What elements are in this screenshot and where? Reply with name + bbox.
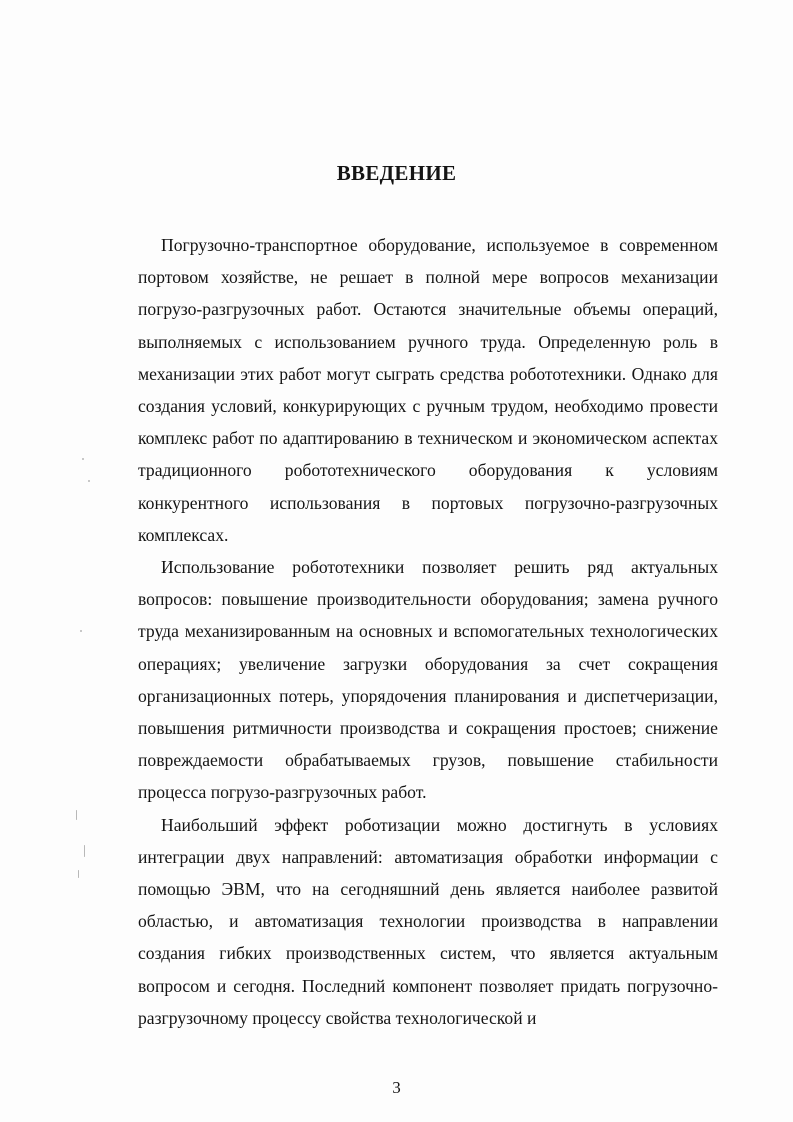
scan-speck <box>80 630 82 632</box>
scan-speck <box>82 458 84 460</box>
paragraph-1: Погрузочно-транспортное оборудование, используемое в современном портовом хозяйстве, не решает в полной мере вопросов механизации погрузо-разгрузочных работ. Остаются значительные объемы операций, выполняемых с использованием ручного труда. Определенную роль в механизации этих работ могут сыграть средства робототехники. Однако для создания условий, конкурирующих с ручным трудом, необходимо провести комплекс работ по адаптированию в техническом и экономическом аспектах традиционного робототехнического оборудования к условиям конкурентного использования в портовых погрузочно-разгрузочных комплексах. <box>138 235 718 545</box>
paragraph-2: Использование робототехники позволяет решить ряд актуальных вопросов: повышение производительности оборудования; замена ручного труда механизированным на основных и вспомогательных технологических операциях; увеличение загрузки оборудования за счет сокращения организационных потерь, упорядочения планирования и диспетчеризации, повышения ритмичности производства и сокращения простоев; снижение повреждаемости обрабатываемых грузов, повышение стабильности процесса погрузо-разгрузочных работ. <box>138 557 718 803</box>
scan-speck <box>88 480 90 482</box>
page-title: ВВЕДЕНИЕ <box>336 161 457 185</box>
scan-speck <box>84 845 85 857</box>
body-text <box>138 229 718 1034</box>
scan-speck <box>76 810 77 820</box>
paragraph-3: Наибольший эффект роботизации можно достигнуть в условиях интеграции двух направлений: автоматизация обработки информации с помощью ЭВМ, что на сегодняшний день является наиболее развитой областью, и автоматизация технологии производства в направлении создания гибких производственных систем, что является актуальным вопросом и сегодня. Последний компонент позволяет придать погрузочно-разгрузочному процессу свойства технологической и <box>138 814 718 1028</box>
scan-specks <box>70 450 100 970</box>
page-number: 3 <box>392 1078 401 1097</box>
scan-speck <box>78 870 79 878</box>
